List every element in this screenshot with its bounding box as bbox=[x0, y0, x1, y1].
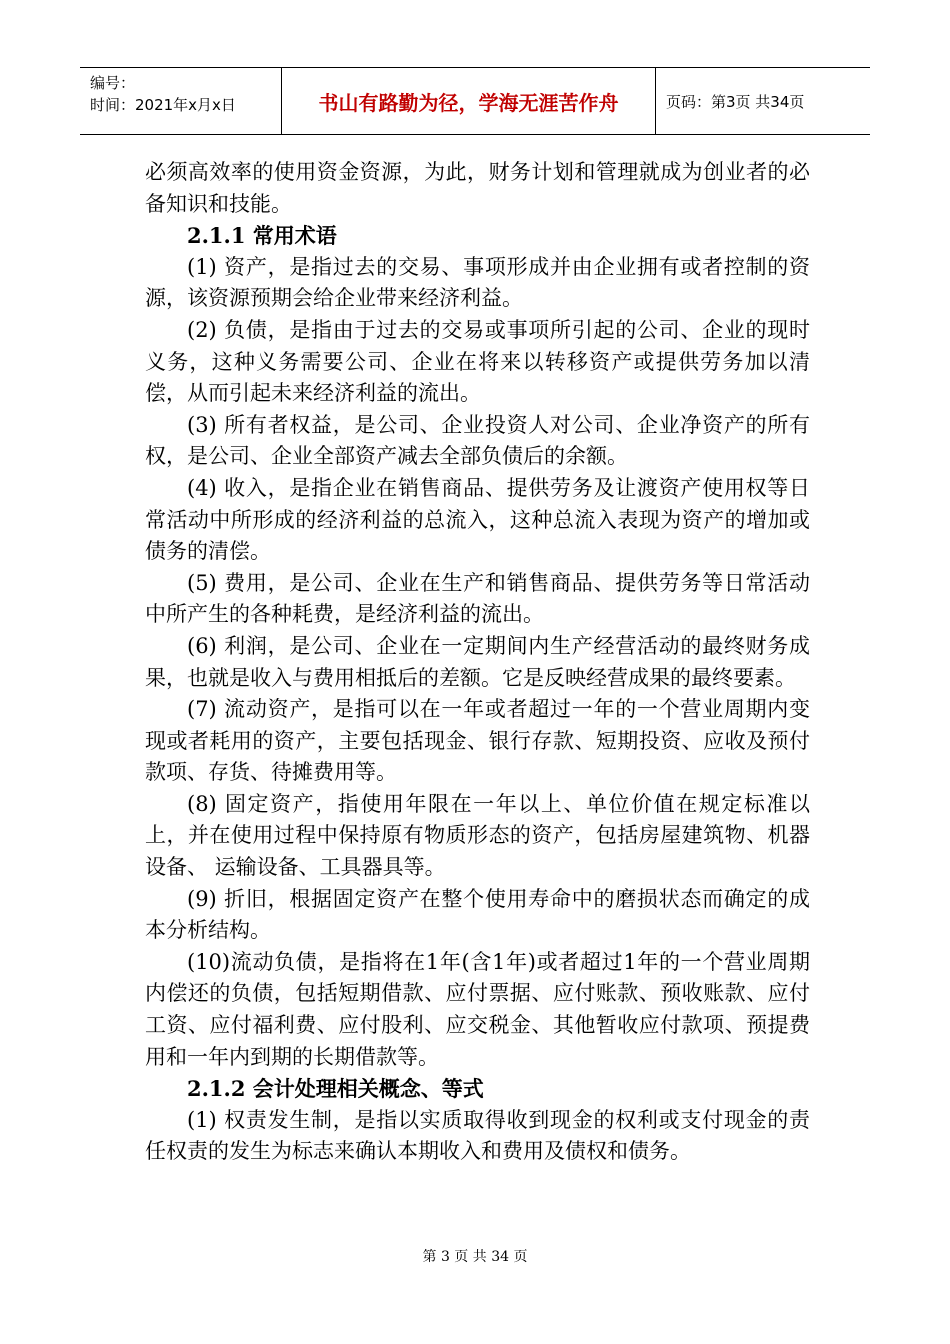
lead-paragraph: 必须高效率的使用资金资源，为此，财务计划和管理就成为创业者的必备知识和技能。 bbox=[145, 160, 810, 216]
section-heading-2-1-1: 2.1.1 常用术语 bbox=[187, 223, 337, 249]
term-paragraph: (4) 收入，是指企业在销售商品、提供劳务及让渡资产使用权等日常活动中所形成的经济利益的总流入，这种总流入表现为资产的增加或债务的清偿。 bbox=[145, 475, 810, 564]
term-paragraph: (5) 费用，是公司、企业在生产和销售商品、提供劳务等日常活动中所产生的各种耗费，是经济利益的流出。 bbox=[145, 570, 810, 627]
term-paragraph: (7) 流动资产，是指可以在一年或者超过一年的一个营业周期内变现或者耗用的资产，主要包括现金、银行存款、短期投资、应收及预付款项、存货、待摊费用等。 bbox=[145, 697, 810, 785]
page-header bbox=[80, 67, 870, 135]
concept-paragraph: (1) 权责发生制，是指以实质取得收到现金的权利或支付现金的责任权责的发生为标志来确认本期收入和费用及债权和债务。 bbox=[145, 1107, 810, 1164]
term-paragraph: (3) 所有者权益，是公司、企业投资人对公司、企业净资产的所有权，是公司、企业全部资产减去全部负债后的余额。 bbox=[145, 412, 810, 469]
section-heading-2-1-2: 2.1.2 会计处理相关概念、等式 bbox=[187, 1076, 484, 1102]
document-number-label: 编号： bbox=[90, 74, 136, 92]
page-footer: 第 3 页 共 34 页 bbox=[422, 1249, 528, 1265]
header-motto: 书山有路勤为径，学海无涯苦作舟 bbox=[282, 68, 656, 134]
term-paragraph: (9) 折旧，根据固定资产在整个使用寿命中的磨损状态而确定的成本分析结构。 bbox=[145, 886, 810, 943]
term-paragraph: (1) 资产，是指过去的交易、事项形成并由企业拥有或者控制的资源，该资源预期会给企业带来经济利益。 bbox=[145, 254, 810, 311]
term-paragraph: (2) 负债，是指由于过去的交易或事项所引起的公司、企业的现时义务，这种义务需要公司、企业在将来以转移资产或提供劳务加以清偿，从而引起未来经济利益的流出。 bbox=[145, 317, 810, 406]
term-paragraph: (10)流动负债，是指将在1年(含1年)或者超过1年的一个营业周期内偿还的负债，包括短期借款、应付票据、应付账款、预收账款、应付工资、应付福利费、应付股利、应交税金、其他暂收应付款项、预提费用和一年内到期的长期借款等。 bbox=[145, 949, 810, 1069]
header-page-number: 页码：第3页 共34页 bbox=[666, 92, 805, 111]
document-body bbox=[145, 157, 810, 1168]
term-paragraph: (8) 固定资产，指使用年限在一年以上、单位价值在规定标准以上，并在使用过程中保持原有物质形态的资产，包括房屋建筑物、机器设备、 运输设备、工具器具等。 bbox=[145, 791, 810, 880]
term-paragraph: (6) 利润，是公司、企业在一定期间内生产经营活动的最终财务成果，也就是收入与费用相抵后的差额。它是反映经营成果的最终要素。 bbox=[145, 633, 810, 690]
document-time-label: 时间：2021年x月x日 bbox=[90, 96, 236, 114]
header-meta bbox=[80, 68, 282, 134]
